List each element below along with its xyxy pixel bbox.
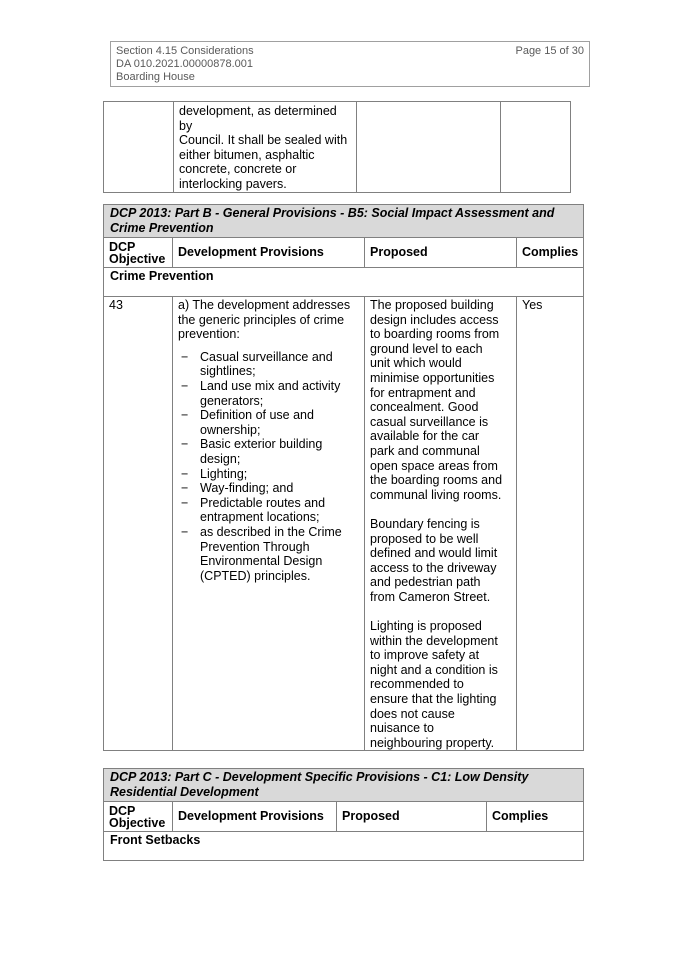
provision-line: the generic principles of crime bbox=[178, 312, 345, 327]
proposed-line: proposed to be well bbox=[370, 531, 479, 546]
proposed-paragraph bbox=[370, 619, 511, 750]
section-title-line: DCP 2013: Part C - Development Specific Provisions - C1: Low Density bbox=[110, 770, 529, 784]
col-proposed: Proposed bbox=[337, 802, 487, 832]
proposed-line: does not cause bbox=[370, 706, 455, 721]
provision-line: a) The development addresses bbox=[178, 298, 351, 312]
section-title bbox=[104, 769, 584, 802]
c1-table bbox=[103, 768, 584, 861]
col-objective-line: Objective bbox=[109, 815, 166, 830]
proposed-line: concealment. Good bbox=[370, 400, 479, 415]
provision-line: interlocking pavers. bbox=[179, 176, 287, 191]
list-item bbox=[178, 467, 359, 482]
col-objective-line: DCP bbox=[109, 239, 136, 254]
proposed-line: unit which would bbox=[370, 356, 462, 371]
proposed-paragraph bbox=[370, 298, 511, 502]
provision-line: concrete, concrete or bbox=[179, 162, 297, 177]
principles-list bbox=[178, 350, 359, 584]
proposed-cell bbox=[365, 297, 517, 751]
proposed-line: recommended to bbox=[370, 677, 464, 692]
subheading: Front Setbacks bbox=[104, 832, 584, 861]
provision-line: development, as determined bbox=[179, 104, 337, 118]
proposed-paragraph bbox=[370, 517, 511, 605]
list-item-line: design; bbox=[200, 451, 241, 466]
col-provisions: Development Provisions bbox=[173, 238, 365, 268]
proposed-line: communal living rooms. bbox=[370, 487, 502, 502]
provision-line: prevention: bbox=[178, 327, 240, 342]
proposed-line: access to the driveway bbox=[370, 560, 497, 575]
list-item-line: − as described in the Crime bbox=[200, 524, 342, 539]
list-item-line: entrapment locations; bbox=[200, 510, 320, 525]
complies-cell bbox=[501, 102, 571, 193]
col-complies: Complies bbox=[517, 238, 584, 268]
proposed-line: design includes access bbox=[370, 312, 499, 327]
list-item bbox=[178, 437, 359, 466]
section-title bbox=[104, 205, 584, 238]
proposed-line: defined and would limit bbox=[370, 546, 498, 561]
objective-cell bbox=[104, 102, 174, 193]
col-objective-line: Objective bbox=[109, 251, 166, 266]
proposed-line: nuisance to bbox=[370, 721, 434, 736]
proposed-line: Lighting is proposed bbox=[370, 619, 482, 634]
proposed-line: ensure that the lighting bbox=[370, 692, 497, 707]
list-item-line: Environmental Design bbox=[200, 554, 323, 569]
section-title-line: DCP 2013: Part B - General Provisions - B5: Social Impact Assessment and bbox=[110, 206, 555, 220]
section-title-line: Residential Development bbox=[110, 785, 259, 799]
proposed-line: minimise opportunities bbox=[370, 370, 495, 385]
provision-line: by bbox=[179, 118, 193, 133]
list-item-line: − Basic exterior building bbox=[200, 437, 323, 452]
col-objective-line: DCP bbox=[109, 803, 136, 818]
proposed-line: and pedestrian path bbox=[370, 575, 481, 590]
list-item-line: − Way-finding; and bbox=[200, 481, 294, 496]
list-item bbox=[178, 496, 359, 525]
col-objective bbox=[104, 238, 173, 268]
proposed-line: for entrapment and bbox=[370, 385, 476, 400]
section-title-line: Crime Prevention bbox=[110, 221, 214, 235]
provision-cell bbox=[173, 297, 365, 751]
list-item-line: ownership; bbox=[200, 422, 261, 437]
page-header bbox=[110, 41, 590, 87]
list-item bbox=[178, 481, 359, 496]
proposed-line: Boundary fencing is bbox=[370, 516, 480, 531]
continuation-table bbox=[103, 101, 571, 193]
list-item bbox=[178, 408, 359, 437]
proposed-line: the boarding rooms and bbox=[370, 473, 503, 488]
provision-line: Council. It shall be sealed with bbox=[179, 133, 348, 148]
proposed-line: casual surveillance is bbox=[370, 414, 489, 429]
list-item-line: − Lighting; bbox=[200, 466, 248, 481]
proposed-line: to boarding rooms from bbox=[370, 327, 500, 342]
list-item-line: sightlines; bbox=[200, 364, 256, 379]
header-type: Boarding House bbox=[116, 71, 195, 83]
proposed-line: from Cameron Street. bbox=[370, 589, 491, 604]
list-item bbox=[178, 350, 359, 379]
complies-value: Yes bbox=[517, 297, 584, 751]
proposed-line: neighbouring property. bbox=[370, 735, 495, 750]
objective-number: 43 bbox=[104, 297, 173, 751]
b5-table bbox=[103, 204, 584, 751]
subheading: Crime Prevention bbox=[104, 268, 584, 297]
proposed-line: available for the car bbox=[370, 429, 480, 444]
list-item-line: − Predictable routes and bbox=[200, 495, 326, 510]
provision-cell bbox=[174, 102, 357, 193]
col-provisions: Development Provisions bbox=[173, 802, 337, 832]
list-item-line: − Casual surveillance and bbox=[200, 349, 333, 364]
proposed-line: night and a condition is bbox=[370, 662, 498, 677]
proposed-line: ground level to each bbox=[370, 341, 483, 356]
col-proposed: Proposed bbox=[365, 238, 517, 268]
header-section: Section 4.15 Considerations bbox=[116, 45, 254, 57]
proposed-line: within the development bbox=[370, 633, 498, 648]
list-item bbox=[178, 525, 359, 583]
proposed-line: park and communal bbox=[370, 443, 480, 458]
col-objective bbox=[104, 802, 173, 832]
col-complies: Complies bbox=[487, 802, 584, 832]
list-item-line: (CPTED) principles. bbox=[200, 568, 311, 583]
list-item-line: Prevention Through bbox=[200, 539, 310, 554]
header-da-number: DA 010.2021.00000878.001 bbox=[116, 58, 254, 70]
proposed-line: to improve safety at bbox=[370, 648, 480, 663]
list-item-line: − Definition of use and bbox=[200, 408, 314, 423]
proposed-line: open space areas from bbox=[370, 458, 498, 473]
list-item bbox=[178, 379, 359, 408]
proposed-cell bbox=[357, 102, 501, 193]
page-number: Page 15 of 30 bbox=[515, 45, 584, 57]
list-item-line: − Land use mix and activity bbox=[200, 378, 341, 393]
list-item-line: generators; bbox=[200, 393, 264, 408]
provision-line: either bitumen, asphaltic bbox=[179, 147, 315, 162]
proposed-line: The proposed building bbox=[370, 298, 494, 312]
